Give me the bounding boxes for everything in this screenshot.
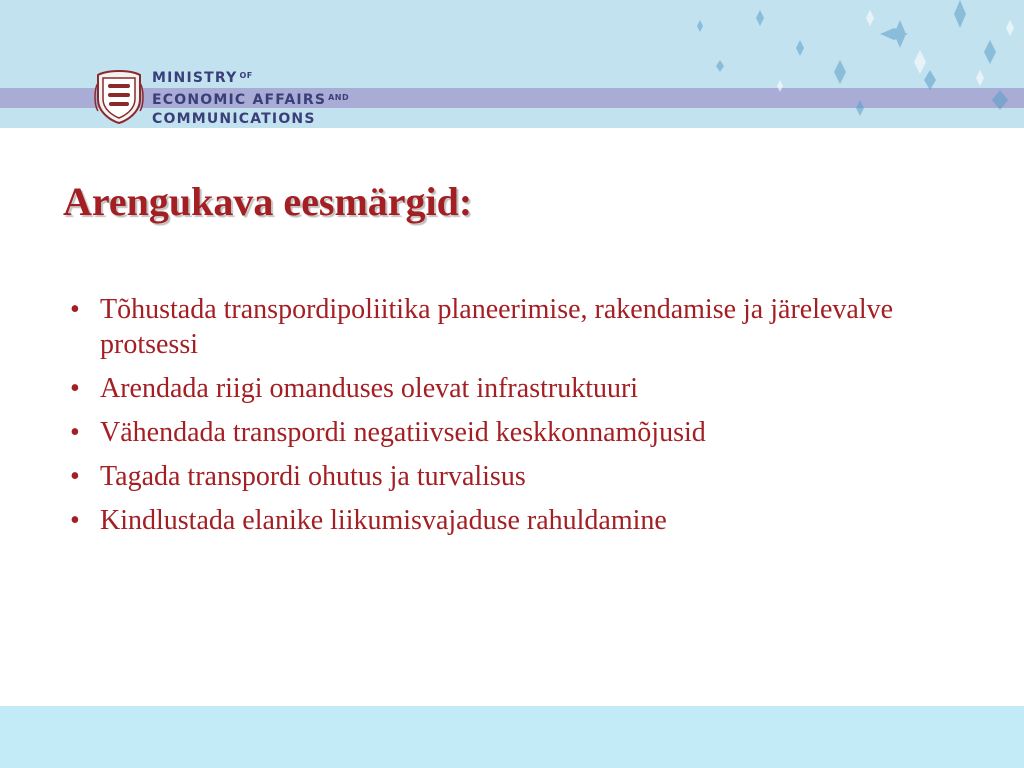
bullet-text: Tõhustada transpordipoliitika planeerimise, rakendamise ja järelevalve protsessi xyxy=(100,294,894,360)
bullet-text: Kindlustada elanike liikumisvajaduse rahuldamine xyxy=(100,505,667,536)
bullet-text: Arendada riigi omanduses olevat infrastruktuuri xyxy=(100,373,639,404)
bullet-item xyxy=(70,415,970,450)
ministry-of: OF xyxy=(239,70,253,80)
bullet-item xyxy=(70,459,970,494)
bullet-item xyxy=(70,292,970,362)
coat-of-arms-icon xyxy=(94,69,144,125)
ministry-line-2: ECONOMIC AFFAIRS xyxy=(152,91,327,108)
bullet-marker: • xyxy=(70,294,80,325)
footer-band xyxy=(0,706,1024,768)
bullet-item xyxy=(70,503,970,538)
bullet-marker: • xyxy=(70,373,80,404)
bullet-text: Tagada transpordi ohutus ja turvalisus xyxy=(100,461,526,492)
bullet-item xyxy=(70,371,970,406)
bullet-list xyxy=(70,292,970,547)
bullet-marker: • xyxy=(70,461,80,492)
ministry-line-3: COMMUNICATIONS xyxy=(152,110,316,127)
ministry-and: AND xyxy=(328,92,350,102)
ministry-logo xyxy=(94,68,349,126)
bullet-marker: • xyxy=(70,417,80,448)
ministry-name xyxy=(152,66,349,129)
bullet-text: Vähendada transpordi negatiivseid keskkonnamõjusid xyxy=(100,417,706,448)
ministry-line-1: MINISTRY xyxy=(152,69,238,86)
bullet-marker: • xyxy=(70,505,80,536)
header-band xyxy=(0,0,1024,128)
slide-title: Arengukava eesmärgid: xyxy=(63,179,473,224)
